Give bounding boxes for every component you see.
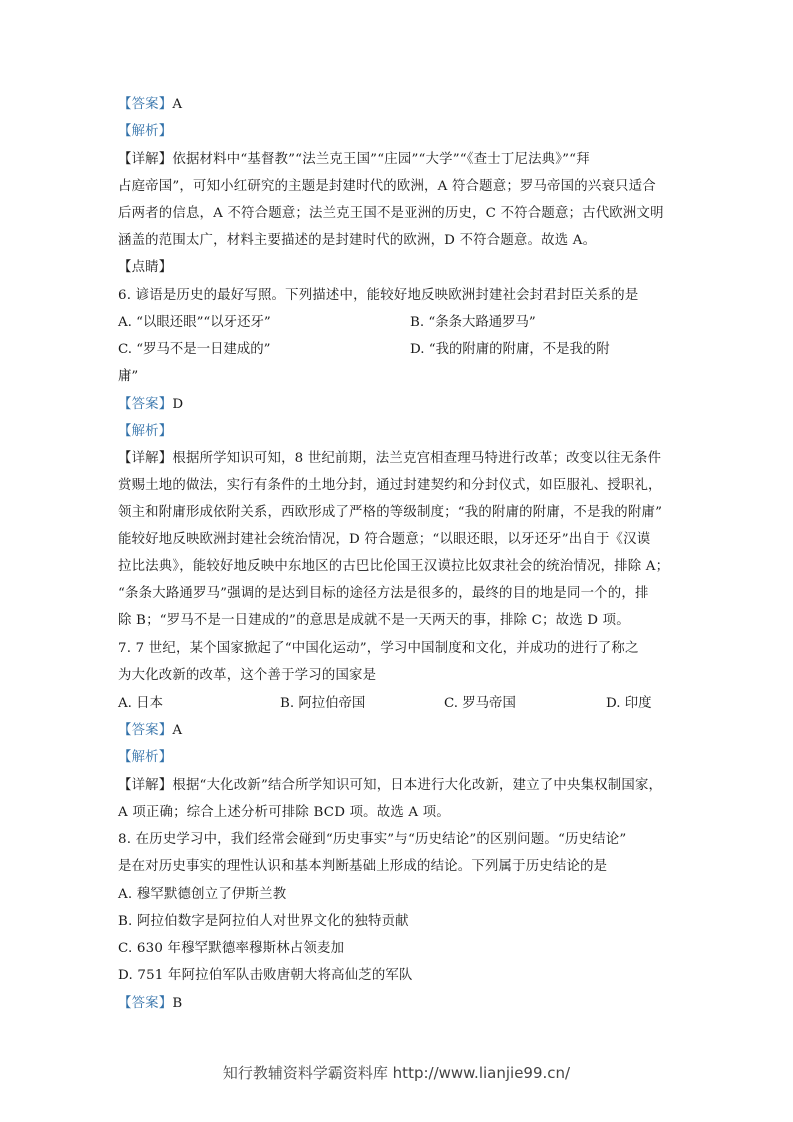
q8-option-b: B. 阿拉伯数字是阿拉伯人对世界文化的独特贡献: [118, 914, 409, 929]
footer-watermark: 知行教辅资料学霸资料库 http://www.lianjie99.cn/: [222, 1064, 571, 1082]
q7-option-c: C. 罗马帝国: [444, 696, 516, 711]
q7-answer: [118, 722, 678, 740]
q6-stem: 6. 谚语是历史的最好写照。下列描述中，能较好地反映欧洲封建社会封君封臣关系的是: [118, 288, 639, 303]
q6-analysis-tag: 【解析】: [118, 424, 173, 439]
q6-answer: [118, 396, 678, 414]
answer-value: A: [172, 97, 183, 112]
q8-option-d: D. 751 年阿拉伯军队击败唐朝大将高仙芝的军队: [118, 968, 413, 983]
q6-detail-line: 除 B；“罗马不是一日建成的”的意思是成就不是一天两天的事，排除 C；故选 D 项。: [118, 613, 630, 628]
q6-detail-line: 【详解】根据所学知识可知，8 世纪前期，法兰克宫相查理马特进行改革；改变以往无条件: [118, 451, 662, 466]
q6-detail-line: 赏赐土地的做法，实行有条件的土地分封，通过封建契约和分封仪式，如臣服礼、授职礼，: [118, 478, 662, 493]
q6-option-c: C. “罗马不是一日建成的”: [118, 342, 271, 357]
q7-stem-line: 为大化改新的改革，这个善于学习的国家是: [118, 668, 377, 683]
answer-value: B: [172, 996, 183, 1011]
q5-detail-line: 后两者的信息，A 不符合题意；法兰克王国不是亚洲的历史，C 不符合题意；古代欧洲文明: [118, 206, 664, 221]
q5-detail-line: 占庭帝国”，可知小红研究的主题是封建时代的欧洲，A 符合题意；罗马帝国的兴衰只适合: [118, 179, 656, 194]
q6-detail-line: 能较好地反映欧洲封建社会统治情况，D 符合题意；“以眼还眼，以牙还牙”出自于《汉谟: [118, 532, 651, 547]
q6-option-b: B. “条条大路通罗马”: [410, 315, 536, 330]
answer-tag: 【答案】: [118, 996, 173, 1011]
q6-detail-line: 拉比法典》，能较好地反映中东地区的古巴比伦国王汉谟拉比奴隶社会的统治情况，排除 A；: [118, 559, 670, 574]
q6-option-a: A. “以眼还眼”“以牙还牙”: [118, 315, 271, 330]
q7-detail-line: 【详解】根据“大化改新”结合所学知识可知，日本进行大化改新，建立了中央集权制国家，: [118, 778, 663, 793]
answer-value: A: [172, 723, 183, 738]
q7-option-d: D. 印度: [606, 696, 652, 711]
q7-analysis-tag: 【解析】: [118, 750, 173, 765]
q6-detail-line: “条条大路通罗马”强调的是达到目标的途径方法是很多的，最终的目的地是同一个的，排: [118, 586, 649, 601]
q5-dianjing-tag: 【点睛】: [118, 260, 173, 275]
q5-detail-line: 涵盖的范围太广，材料主要描述的是封建时代的欧洲，D 不符合题意。故选 A。: [118, 233, 597, 248]
q5-detail-line: 【详解】依据材料中“基督教”“法兰克王国”“庄园”“大学”“《查士丁尼法典》”“拜: [118, 152, 590, 167]
answer-tag: 【答案】: [118, 97, 173, 112]
answer-value: D: [172, 397, 184, 412]
q6-detail-line: 领主和附庸形成依附关系，西欧形成了严格的等级制度；“我的附庸的附庸，不是我的附庸”: [118, 505, 663, 520]
q5-answer: [118, 96, 678, 114]
q6-option-d-continued: 庸”: [118, 369, 139, 384]
q7-option-a: A. 日本: [118, 696, 163, 711]
q8-option-a: A. 穆罕默德创立了伊斯兰教: [118, 887, 287, 902]
answer-tag: 【答案】: [118, 397, 173, 412]
q6-option-d: D. “我的附庸的附庸，不是我的附: [410, 342, 610, 357]
q7-stem-line: 7. 7 世纪，某个国家掀起了“中国化运动”，学习中国制度和文化，并成功的进行了称之: [118, 641, 639, 656]
q7-option-b: B. 阿拉伯帝国: [280, 696, 366, 711]
q8-stem-line: 是在对历史事实的理性认识和基本判断基础上形成的结论。下列属于历史结论的是: [118, 859, 608, 874]
q8-answer: [118, 995, 678, 1013]
q8-option-c: C. 630 年穆罕默德率穆斯林占领麦加: [118, 941, 345, 956]
q8-stem-line: 8. 在历史学习中，我们经常会碰到“历史事实”与“历史结论”的区别问题。“历史结论”: [118, 832, 627, 847]
q7-detail-line: A 项正确；综合上述分析可排除 BCD 项。故选 A 项。: [118, 805, 450, 820]
q5-analysis-tag: 【解析】: [118, 124, 173, 139]
answer-tag: 【答案】: [118, 723, 173, 738]
